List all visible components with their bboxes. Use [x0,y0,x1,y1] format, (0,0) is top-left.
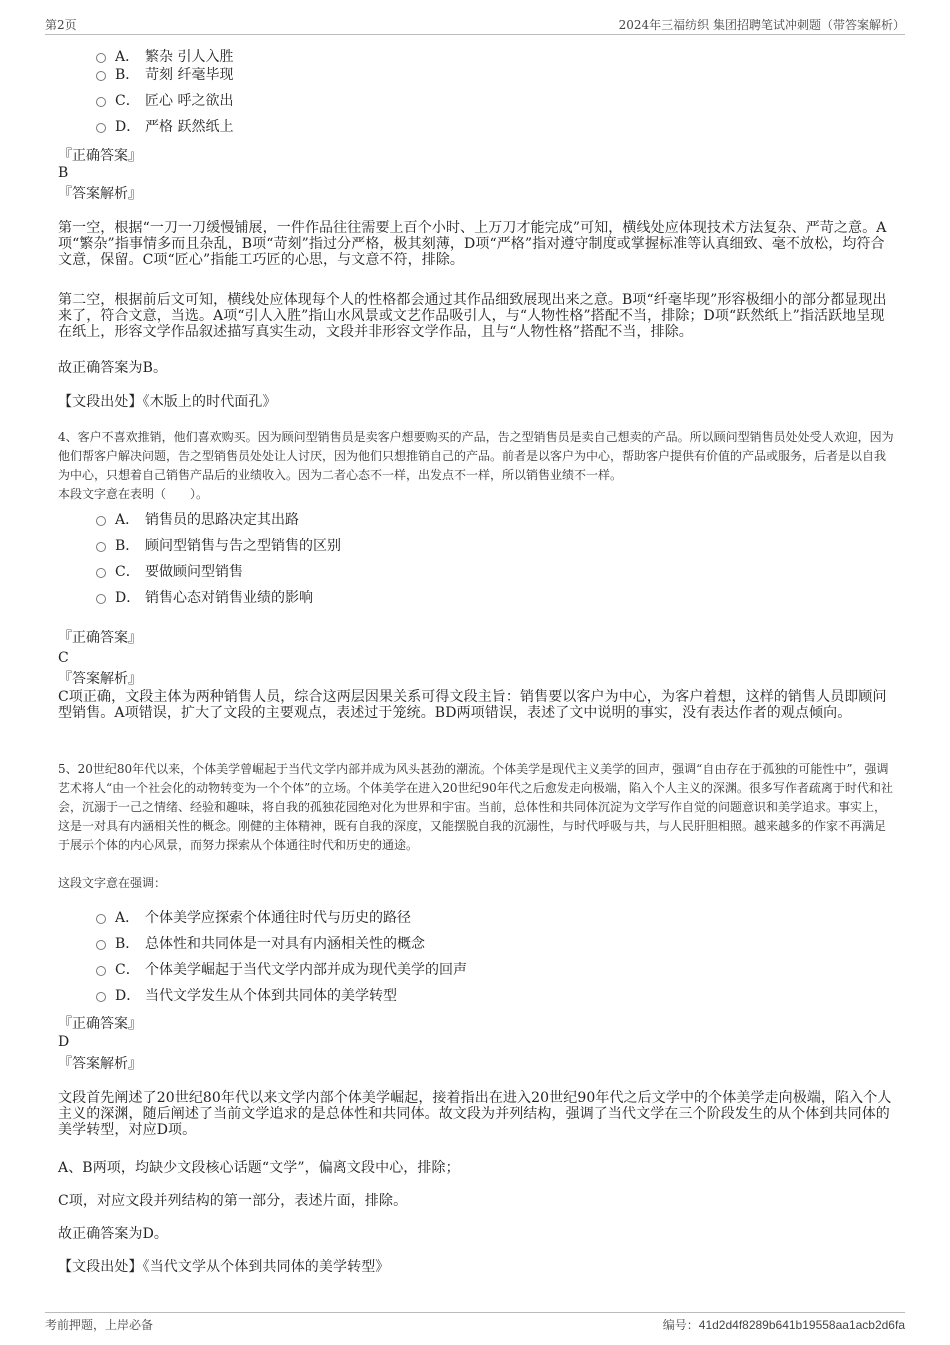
q3-analysis-p1: 第一空，根据“一刀一刀缓慢铺展，一件作品往往需要上百个小时、上万刀才能完成”可知，横线处应体现技术方法复杂、严苛之意。A项“繁杂”指事情多而且杂乱，B项“苛刻”指过分严格，极其刻薄，D项“严格”指对遵守制度或掌握标准等认真细致、毫不放松，均符合文意，保留。C项“匠心”指能工巧匠的心思，与文意不符，排除。 [58,220,887,268]
q4-answer: C [58,650,69,666]
q4-option-c[interactable]: C． 要做顾问型销售 [96,563,243,581]
q4-answer-heading: 『正确答案』 [58,630,142,646]
document-code: 编号：41d2d4f8289b641b19558aa1acb2d6fa [662,1318,905,1332]
q5-analysis-p2: A、B两项，均缺少文段核心话题“文学”，偏离文段中心，排除； [58,1160,460,1176]
q4-question: 本段文字意在表明（ ）。 [58,487,209,501]
q3-answer-heading: 『正确答案』 [58,148,142,164]
q4-stem: 4、客户不喜欢推销，他们喜欢购买。因为顾问型销售员是卖客户想要购买的产品，告之型销售员是卖自己想卖的产品。所以顾问型销售员处处受人欢迎，因为他们帮客户解决问题，告之型销售员处处让人讨厌，因为他们只想推销自己的产品。前者是以客户为中心，帮助客户提供有价值的产品或服务，后者是以自我为中心，只想着自己销售产品后的业绩收入。因为二者心态不一样，出发点不一样，所以销售业绩不一样。 [58,430,894,482]
radio-icon[interactable] [96,594,106,604]
radio-icon[interactable] [96,516,106,526]
q3-analysis-p3: 故正确答案为B。 [58,360,168,376]
q4-analysis: C项正确，文段主体为两种销售人员，综合这两层因果关系可得文段主旨：销售要以客户为中心，为客户着想，这样的销售人员即顾问型销售。A项错误，扩大了文段的主要观点，表述过于笼统。BD两项错误，表述了文中说明的事实，没有表达作者的观点倾向。 [58,689,887,721]
q3-analysis-heading: 『答案解析』 [58,186,142,202]
radio-icon[interactable] [96,914,106,924]
page-header [45,14,905,35]
q4-analysis-heading: 『答案解析』 [58,671,142,687]
q5-answer-heading: 『正确答案』 [58,1016,142,1032]
radio-icon[interactable] [96,992,106,1002]
radio-icon[interactable] [96,542,106,552]
q3-option-a[interactable]: A． 繁杂 引人入胜 [96,48,233,66]
q3-option-b[interactable]: B． 苛刻 纤毫毕现 [96,66,233,84]
radio-icon[interactable] [96,568,106,578]
q3-source: 【文段出处】《木版上的时代面孔》 [58,394,277,410]
q3-analysis-p2: 第二空，根据前后文可知，横线处应体现每个人的性格都会通过其作品细致展现出来之意。B项“纤毫毕现”形容极细小的部分都显现出来了，符合文意，当选。A项“引人入胜”指山水风景或文艺作品吸引人，与“人物性格”搭配不当，排除；D项“跃然纸上”指活跃地呈现在纸上，形容文学作品叙述描写真实生动，文段并非形容文学作品，且与“人物性格”搭配不当，排除。 [58,292,887,340]
q5-analysis-heading: 『答案解析』 [58,1056,142,1072]
q5-analysis-p1: 文段首先阐述了20世纪80年代以来文学内部个体美学崛起，接着指出在进入20世纪90年代之后文学中的个体美学走向极端，陷入个人主义的深渊，随后阐述了当前文学追求的是总体性和共同体。故文段为并列结构，强调了当代文学在三个阶段发生的从个体到共同体的美学转型，对应D项。 [58,1090,892,1138]
q5-question: 这段文字意在强调： [58,876,167,890]
radio-icon[interactable] [96,71,106,81]
q3-option-c[interactable]: C． 匠心 呼之欲出 [96,92,233,110]
q4-option-d[interactable]: D． 销售心态对销售业绩的影响 [96,589,313,607]
q5-option-a[interactable]: A． 个体美学应探索个体通往时代与历史的路径 [96,909,411,927]
document-title: 2024年三福纺织 集团招聘笔试冲刺题（带答案解析） [618,18,905,32]
q3-option-d[interactable]: D． 严格 跃然纸上 [96,118,233,136]
page-number: 第2页 [45,18,77,32]
page-footer [45,1312,905,1333]
q5-option-d[interactable]: D． 当代文学发生从个体到共同体的美学转型 [96,987,397,1005]
q5-option-c[interactable]: C． 个体美学崛起于当代文学内部并成为现代美学的回声 [96,961,467,979]
q5-option-b[interactable]: B． 总体性和共同体是一对具有内涵相关性的概念 [96,935,425,953]
radio-icon[interactable] [96,966,106,976]
radio-icon[interactable] [96,940,106,950]
q5-stem: 5、20世纪80年代以来，个体美学曾崛起于当代文学内部并成为风头甚劲的潮流。个体美学是现代主义美学的回声，强调“自由存在于孤独的可能性中”，强调艺术将人“由一个社会化的动物转变为一个个体”的立场。个体美学在进入20世纪90年代之后愈发走向极端，陷入个人主义的深渊。很多写作者疏离于时代和社会，沉溺于一己之情绪、经验和趣味，将自我的孤独花园绝对化为世界和宇宙。当前，总体性和共同体沉淀为文学写作自觉的问题意识和美学追求。事实上，这是一对具有内涵相关性的概念。刚健的主体精神，既有自我的深度，又能摆脱自我的沉溺性，与时代呼吸与共，与人民肝胆相照。越来越多的作家不再满足于展示个体的内心风景，而努力探索从个体通往时代和历史的通途。 [58,762,893,852]
q5-answer: D [58,1034,70,1050]
q3-answer: B [58,165,69,181]
q4-option-b[interactable]: B． 顾问型销售与告之型销售的区别 [96,537,341,555]
radio-icon[interactable] [96,123,106,133]
radio-icon[interactable] [96,97,106,107]
q5-analysis-p3: C项，对应文段并列结构的第一部分，表述片面，排除。 [58,1193,408,1209]
footer-slogan: 考前押题，上岸必备 [45,1318,154,1332]
q4-option-a[interactable]: A． 销售员的思路决定其出路 [96,511,299,529]
radio-icon[interactable] [96,53,106,63]
q5-source: 【文段出处】《当代文学从个体到共同体的美学转型》 [58,1259,390,1275]
q5-analysis-p4: 故正确答案为D。 [58,1226,169,1242]
